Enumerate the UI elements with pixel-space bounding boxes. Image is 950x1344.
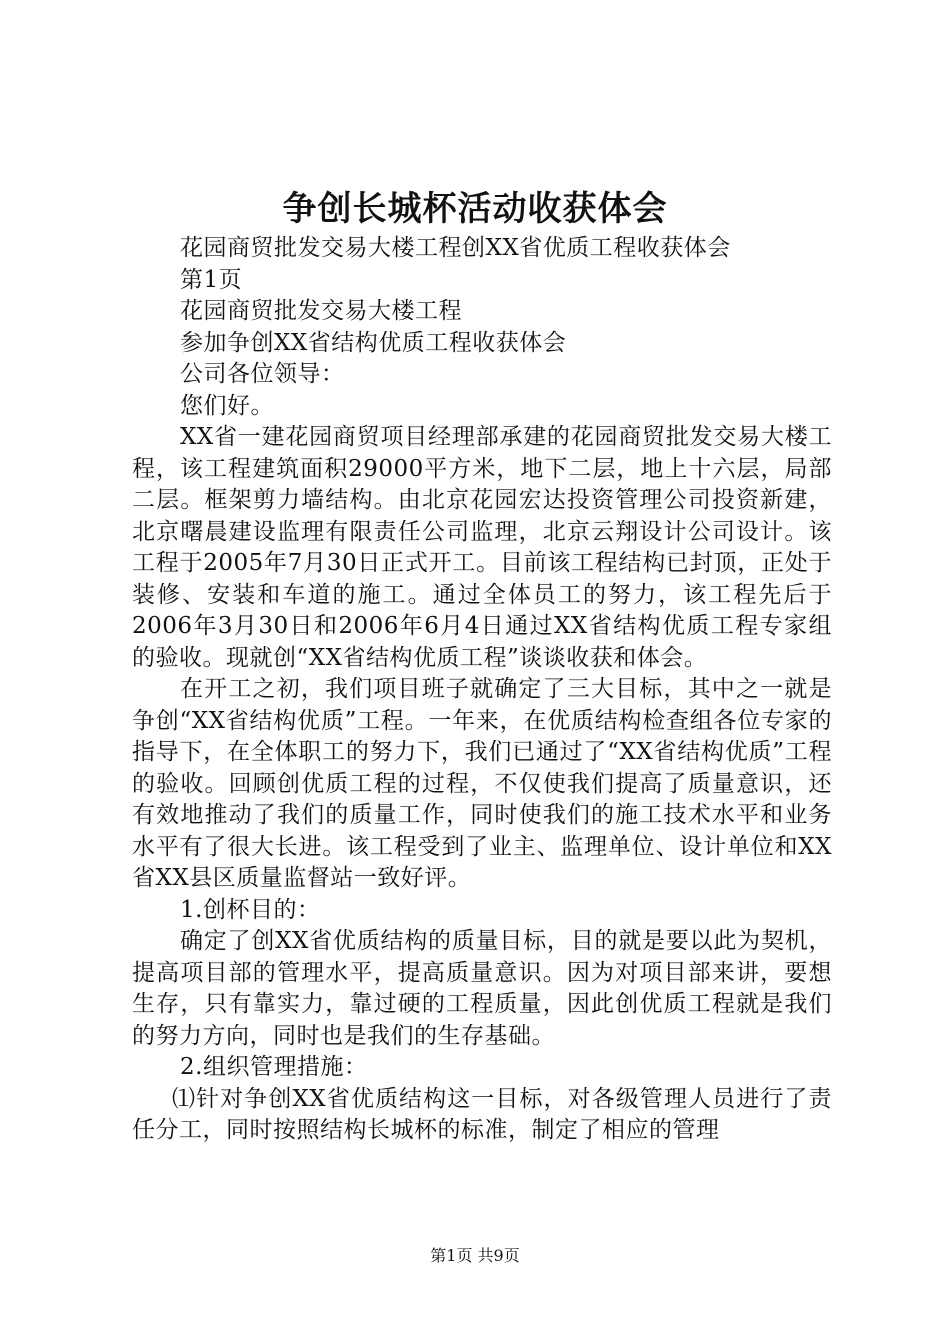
document-title: 争创长城杯活动收获体会: [282, 189, 668, 229]
subtitle-line: 花园商贸批发交易大楼工程创XX省优质工程收获体会: [180, 235, 731, 261]
section-heading-measures: 2.组织管理措施：: [180, 1054, 368, 1080]
page-footer: 第1页 共9页: [430, 1246, 520, 1265]
salutation-line: 公司各位领导：: [180, 361, 345, 387]
section-heading-purpose: 1.创杯目的：: [180, 896, 321, 923]
topic-line: 参加争创XX省结构优质工程收获体会: [180, 329, 567, 356]
paragraph-intro: XX省一建花园商贸项目经理部承建的花园商贸批发交易大楼工程，该工程建筑面积29000平方米，地下二层，地上十六层，局部二层。框架剪力墙结构。由北京花园宏达投资管理公司投资新建，北京曙晨建设监理有限责任公司监理，北京云翔设计公司设计。该工程于2005年7月30日正式开工。目前该工程结构已封顶，正处于装修、安装和车道的施工。通过全体员工的努力，该工程先后于2006年3月30日和2006年6月4日通过XX省结构优质工程专家组的验收。现就创“XX省结构优质工程”谈谈收获和体会。: [132, 424, 832, 671]
greeting-line: 您们好。: [180, 392, 274, 419]
project-name-line: 花园商贸批发交易大楼工程: [180, 298, 462, 324]
document-body: [132, 233, 832, 1147]
paragraph-goals: 在开工之初，我们项目班子就确定了三大目标，其中之一就是争创“XX省结构优质”工程。一年来，在优质结构检查组各位专家的指导下，在全体职工的努力下，我们已通过了“XX省结构优质”工程的验收。回顾创优质工程的过程，不仅使我们提高了质量意识，还有效地推动了我们的质量工作，同时使我们的施工技术水平和业务水平有了很大长进。该工程受到了业主、监理单位、设计单位和XX省XX县区质量监督站一致好评。: [132, 676, 832, 891]
page-marker-line: 第1页: [180, 266, 243, 293]
paragraph-purpose: 确定了创XX省优质结构的质量目标，目的就是要以此为契机，提高项目部的管理水平，提高质量意识。因为对项目部来讲，要想生存，只有靠实力，靠过硬的工程质量，因此创优质工程就是我们的努力方向，同时也是我们的生存基础。: [132, 928, 832, 1049]
paragraph-measure-1: ⑴针对争创XX省优质结构这一目标，对各级管理人员进行了责任分工，同时按照结构长城杯的标准，制定了相应的管理: [132, 1085, 832, 1143]
